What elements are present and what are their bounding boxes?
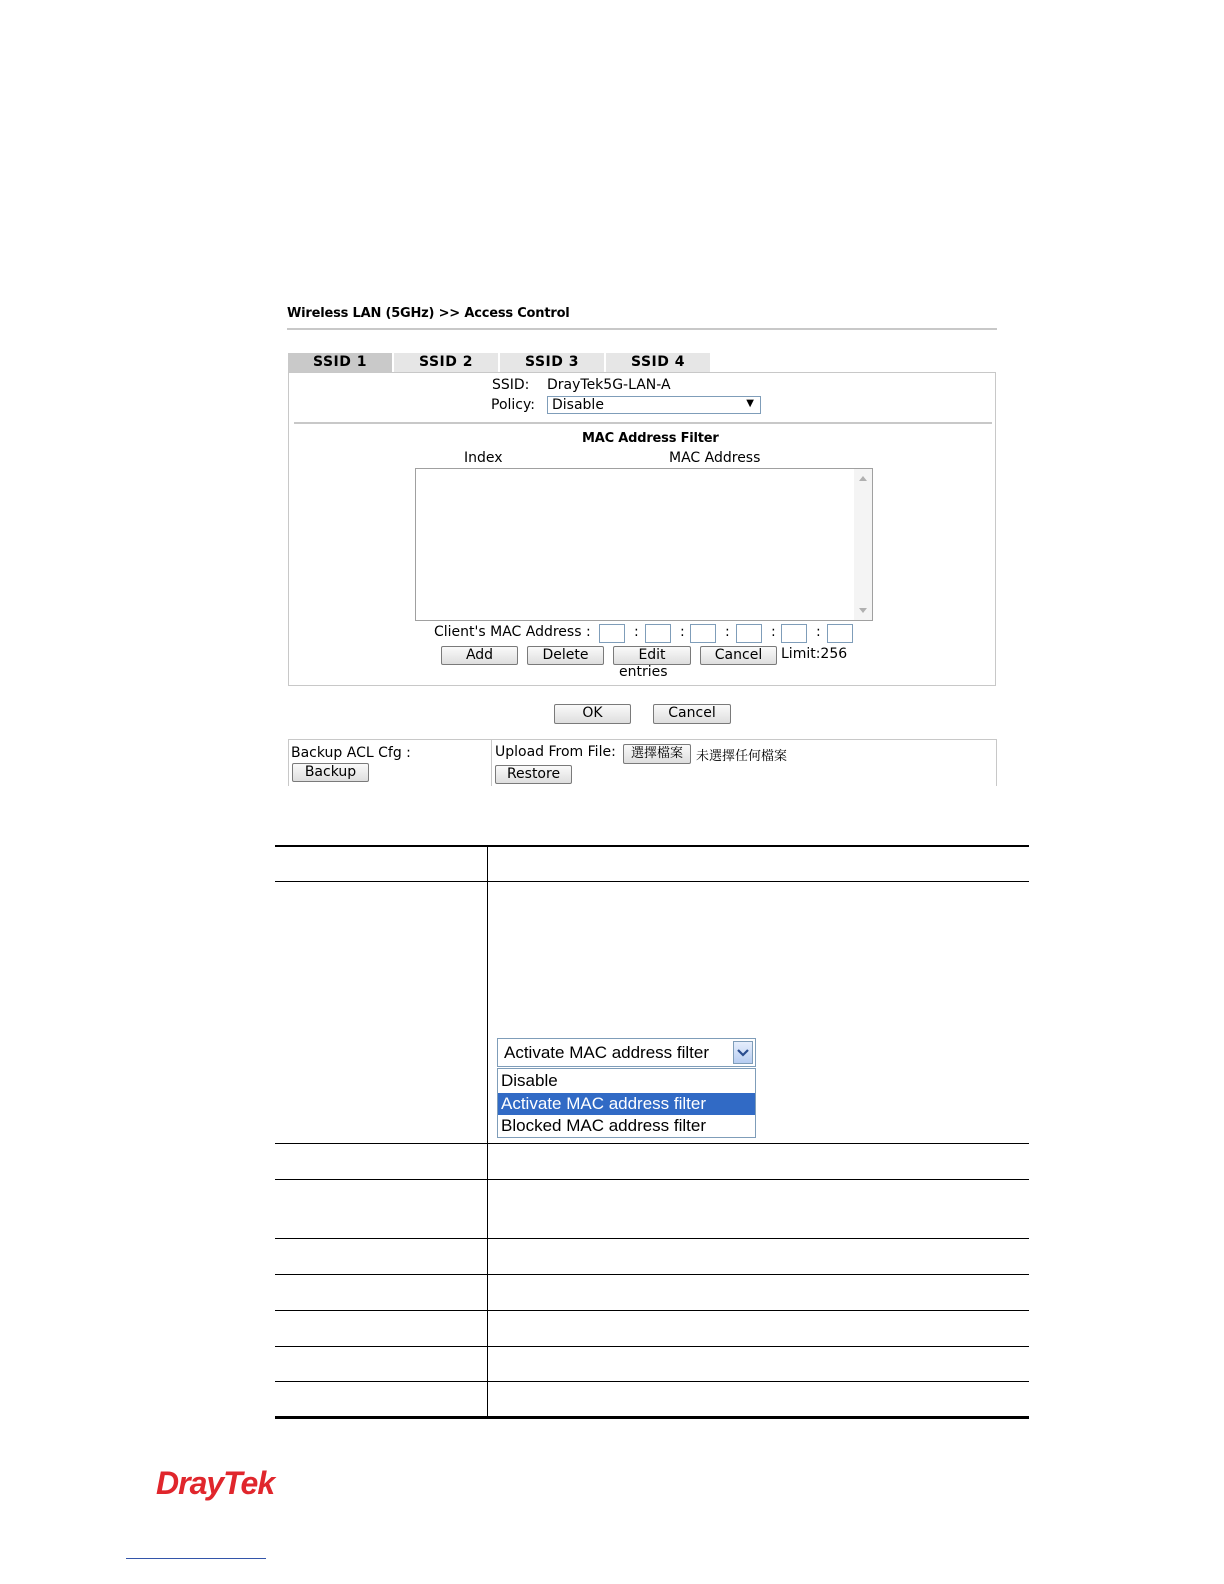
client-mac-label: Client's MAC Address : <box>434 624 591 640</box>
mac-separator: : <box>771 624 776 640</box>
entries-text: entries <box>619 664 668 680</box>
mac-separator: : <box>680 624 685 640</box>
table-row-divider <box>275 1179 1029 1180</box>
tab-ssid-1[interactable]: SSID 1 <box>288 353 392 372</box>
policy-option-activate: Activate MAC address filter <box>498 1093 755 1115</box>
table-row-divider <box>275 1143 1029 1144</box>
table-row-divider <box>275 1346 1029 1347</box>
section-divider <box>294 422 992 424</box>
mac-column-header: MAC Address <box>669 450 761 466</box>
policy-label: Policy: <box>491 397 535 413</box>
scroll-down-icon[interactable] <box>859 608 867 613</box>
mac-address-list[interactable] <box>415 468 873 621</box>
restore-button[interactable]: Restore <box>495 765 572 784</box>
mac-separator: : <box>634 624 639 640</box>
mac-filter-title: MAC Address Filter <box>582 431 719 446</box>
edit-button[interactable]: Edit <box>613 646 691 665</box>
policy-option-blocked: Blocked MAC address filter <box>501 1116 707 1135</box>
limit-text: Limit:256 <box>781 646 848 662</box>
table-column-divider <box>487 845 488 1418</box>
table-row-divider <box>275 1381 1029 1382</box>
backup-divider <box>491 739 492 786</box>
backup-acl-label: Backup ACL Cfg : <box>291 745 411 761</box>
ok-button[interactable]: OK <box>554 704 631 724</box>
mac-octet-6-input[interactable] <box>827 624 853 643</box>
tab-ssid-2[interactable]: SSID 2 <box>394 353 498 372</box>
chevron-down-icon <box>733 1041 753 1064</box>
table-row-divider <box>275 881 1029 882</box>
policy-option-disable: Disable <box>501 1071 558 1090</box>
title-divider <box>287 328 997 330</box>
index-column-header: Index <box>464 450 503 466</box>
table-row-divider <box>275 1310 1029 1311</box>
policy-dropdown-illustration <box>497 1038 756 1067</box>
mac-octet-5-input[interactable] <box>781 624 807 643</box>
delete-button[interactable]: Delete <box>527 646 604 665</box>
footer-divider <box>126 1558 266 1559</box>
table-row-divider <box>275 1238 1029 1239</box>
mac-octet-4-input[interactable] <box>736 624 762 643</box>
policy-dropdown-value: Activate MAC address filter <box>504 1043 710 1062</box>
mac-separator: : <box>725 624 730 640</box>
policy-select-value: Disable <box>552 397 604 413</box>
list-scrollbar[interactable] <box>854 469 872 620</box>
mac-octet-2-input[interactable] <box>645 624 671 643</box>
table-row-divider <box>275 1274 1029 1275</box>
add-button[interactable]: Add <box>441 646 518 665</box>
policy-dropdown-options <box>497 1068 756 1138</box>
ssid-value: DrayTek5G-LAN-A <box>547 377 671 393</box>
choose-file-button[interactable]: 選擇檔案 <box>623 744 691 764</box>
cancel-edit-button[interactable]: Cancel <box>700 646 777 665</box>
draytek-logo: DrayTek <box>156 1465 275 1501</box>
mac-separator: : <box>816 624 821 640</box>
table-bottom-rule <box>275 1416 1029 1419</box>
page-title: Wireless LAN (5GHz) >> Access Control <box>287 306 570 321</box>
backup-button[interactable]: Backup <box>292 763 369 782</box>
upload-label: Upload From File: <box>495 744 616 760</box>
ssid-label: SSID: <box>492 377 530 393</box>
mac-octet-1-input[interactable] <box>599 624 625 643</box>
policy-select[interactable] <box>547 396 761 414</box>
mac-octet-3-input[interactable] <box>690 624 716 643</box>
no-file-text: 未選擇任何檔案 <box>696 749 788 764</box>
cancel-button[interactable]: Cancel <box>653 704 731 724</box>
scroll-up-icon[interactable] <box>859 476 867 481</box>
tab-ssid-4[interactable]: SSID 4 <box>606 353 710 372</box>
ssid-tabs <box>288 353 712 372</box>
tab-ssid-3[interactable]: SSID 3 <box>500 353 604 372</box>
table-top-rule <box>275 845 1029 847</box>
chevron-down-icon: ▼ <box>746 398 754 409</box>
